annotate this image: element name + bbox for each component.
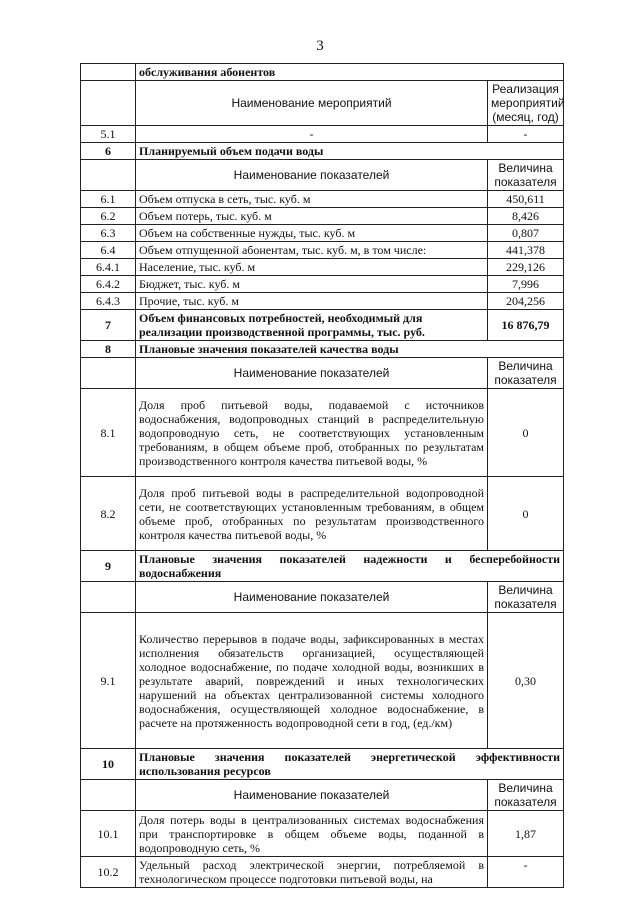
row-number-cell	[81, 582, 136, 613]
row-number: 10.2	[81, 857, 136, 888]
indicator-value: 16 876,79	[488, 310, 564, 341]
table-row	[81, 358, 564, 389]
table-row	[81, 81, 564, 126]
indicator-name: Доля проб питьевой воды, подаваемой с источников водоснабжения, водопроводных станций в распределительную водопроводную сеть, не соответствующих установленным требованиям, в общем объеме проб, отобранных по результатам производственного контроля качества питьевой воды, %	[136, 389, 488, 477]
indicator-value: 441,378	[488, 242, 564, 259]
table-row	[81, 582, 564, 613]
indicator-name: Количество перерывов в подаче воды, зафиксированных в местах исполнения обязательств организацией, осуществляющей холодное водоснабжение, по подаче холодной воды, возникших в результате аварий, повреждений и иных технологических нарушений на объектах централизованной системы холодного водоснабжения, осуществляющей холодное водоснабжение, в расчете на протяженность водопроводной сети в год, (ед./км)	[136, 613, 488, 749]
row-number-cell	[81, 358, 136, 389]
column-header-name: Наименование показателей	[136, 582, 488, 613]
row-number: 6.4	[81, 242, 136, 259]
indicator-name: -	[136, 126, 488, 143]
production-program-table	[80, 63, 564, 888]
table-row	[81, 780, 564, 811]
indicator-name: Бюджет, тыс. куб. м	[136, 276, 488, 293]
table-row	[81, 276, 564, 293]
section-title: Плановые значения показателей энергетической эффективности использования ресурсов	[136, 749, 564, 780]
indicator-value: 0,30	[488, 613, 564, 749]
row-number-cell	[81, 81, 136, 126]
indicator-value: 0	[488, 389, 564, 477]
indicator-name: Объем потерь, тыс. куб. м	[136, 208, 488, 225]
column-header-value: Реализация мероприятий (месяц, год)	[488, 81, 564, 126]
indicator-value: 450,611	[488, 191, 564, 208]
indicator-value: 0,807	[488, 225, 564, 242]
column-header-value: Величина показателя	[488, 582, 564, 613]
table-row	[81, 126, 564, 143]
column-header-name: Наименование мероприятий	[136, 81, 488, 126]
indicator-name: Объем отпущенной абонентам, тыс. куб. м, в том числе:	[136, 242, 488, 259]
row-number: 7	[81, 310, 136, 341]
row-number: 9.1	[81, 613, 136, 749]
indicator-name: Объем отпуска в сеть, тыс. куб. м	[136, 191, 488, 208]
section-number: 9	[81, 551, 136, 582]
column-header-name: Наименование показателей	[136, 160, 488, 191]
page-number: 3	[316, 38, 324, 54]
indicator-name: Доля проб питьевой воды в распределительной водопроводной сети, не соответствующих установленным требованиям, в общем объеме проб, отобранных по результатам производственного контроля качества питьевой воды, %	[136, 477, 488, 551]
column-header-value: Величина показателя	[488, 160, 564, 191]
table-row	[81, 749, 564, 780]
table-row	[81, 551, 564, 582]
section-title: Планируемый объем подачи воды	[136, 143, 564, 160]
indicator-value: -	[488, 857, 564, 888]
indicator-name: Объем на собственные нужды, тыс. куб. м	[136, 225, 488, 242]
table-row	[81, 64, 564, 81]
indicator-value: 0	[488, 477, 564, 551]
row-number: 5.1	[81, 126, 136, 143]
section-number: 10	[81, 749, 136, 780]
section-number: 6	[81, 143, 136, 160]
indicator-value: 204,256	[488, 293, 564, 310]
row-number-cell	[81, 160, 136, 191]
row-number: 10.1	[81, 811, 136, 857]
table-row	[81, 225, 564, 242]
indicator-value: 1,87	[488, 811, 564, 857]
section-number: 8	[81, 341, 136, 358]
indicator-value: 7,996	[488, 276, 564, 293]
column-header-value: Величина показателя	[488, 358, 564, 389]
row-number: 6.4.2	[81, 276, 136, 293]
table-row	[81, 341, 564, 358]
indicator-value: 8,426	[488, 208, 564, 225]
table-row	[81, 857, 564, 888]
indicator-name: Население, тыс. куб. м	[136, 259, 488, 276]
table-row	[81, 143, 564, 160]
table-row	[81, 613, 564, 749]
table-row	[81, 160, 564, 191]
indicator-name: Объем финансовых потребностей, необходимый для реализации производственной программы, тыс. руб.	[136, 310, 488, 341]
column-header-name: Наименование показателей	[136, 358, 488, 389]
section-title: Плановые значения показателей качества воды	[136, 341, 564, 358]
row-number: 6.3	[81, 225, 136, 242]
table-row	[81, 477, 564, 551]
row-number: 6.4.1	[81, 259, 136, 276]
table-row	[81, 310, 564, 341]
table-row	[81, 811, 564, 857]
column-header-value: Величина показателя	[488, 780, 564, 811]
column-header-name: Наименование показателей	[136, 780, 488, 811]
indicator-name: Удельный расход электрической энергии, потребляемой в технологическом процессе подготовки питьевой воды, на	[136, 857, 488, 888]
table-row	[81, 389, 564, 477]
row-number-cell	[81, 780, 136, 811]
row-number: 6.4.3	[81, 293, 136, 310]
indicator-value: -	[488, 126, 564, 143]
row-number: 6.1	[81, 191, 136, 208]
row-number: 8.1	[81, 389, 136, 477]
section-title: обслуживания абонентов	[136, 64, 564, 81]
row-number: 6.2	[81, 208, 136, 225]
table-row	[81, 293, 564, 310]
table-row	[81, 191, 564, 208]
section-title: Плановые значения показателей надежности и бесперебойности водоснабжения	[136, 551, 564, 582]
row-number: 8.2	[81, 477, 136, 551]
table-row	[81, 208, 564, 225]
indicator-name: Прочие, тыс. куб. м	[136, 293, 488, 310]
table-row	[81, 242, 564, 259]
indicator-value: 229,126	[488, 259, 564, 276]
section-number	[81, 64, 136, 81]
indicator-name: Доля потерь воды в централизованных системах водоснабжения при транспортировке в общем объеме воды, поданной в водопроводную сеть, %	[136, 811, 488, 857]
table-row	[81, 259, 564, 276]
